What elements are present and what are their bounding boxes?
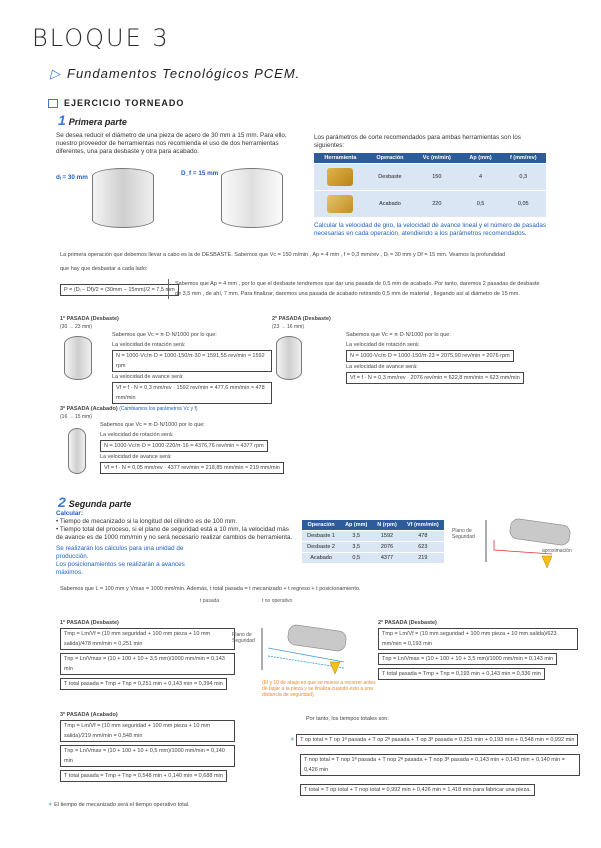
total-nop: T nop total = T nop 1ª pasada + T nop 2ª pasada + T nop 3ª pasada = 0,143 min + 0,143 min + 0,140 min = 0,426 min: [300, 754, 580, 776]
time-title: 1ª PASADA (Desbaste): [60, 620, 119, 626]
total-time: T total = T op total + T nop total = 0,992 min + 0,426 min = 1,418 min para fabricar una pieza.: [300, 784, 535, 796]
checkbox-icon: [48, 99, 58, 108]
time-formula-nop: Tnp = Ln/Vmax = (10 + 100 + 10 + 3,5 mm)/1000 mm/min = 0,143 min: [60, 653, 235, 675]
cylinders-illustration: [56, 162, 306, 232]
col-header: Operación: [367, 153, 413, 164]
table-cell: Acabado: [367, 191, 413, 218]
pass-aside: (Cambiamos los parámetros Vc y f): [119, 406, 198, 412]
subtitle-text: Fundamentos Tecnológicos PCEM.: [67, 66, 301, 81]
tool-image-cell: [314, 191, 367, 218]
final-cylinder: [221, 168, 283, 228]
pass-line: Sabemos que Vc = π·D·N/1000 por lo que:: [346, 332, 451, 338]
time-formula-op: Tmp = Lm/Vf = (10 mm seguridad + 100 mm pieza + 10 mm salida)/219 mm/min = 0,548 min: [60, 720, 235, 742]
subtitle: [50, 66, 300, 82]
lathe-illustration-2: [232, 622, 362, 680]
pass-line: La velocidad de rotación será:: [112, 342, 186, 348]
pass-title: 1ª PASADA (Desbaste): [60, 316, 119, 322]
col-header: N (rpm): [372, 520, 401, 531]
table-row: [302, 542, 444, 553]
part2-bullet-text: Tiempo de mecanizado si la longitud del cilindro es de 100 mm.: [59, 518, 238, 525]
pass-2: [272, 314, 532, 394]
params-table-header: [314, 153, 546, 164]
part2-extra-1: Se realizarán los cálculos para una unidad de producción.: [56, 545, 184, 560]
summary-table: [302, 520, 444, 563]
pass-cylinder: [64, 336, 92, 380]
time-formula-op: Tmp = Lm/Vf = (10 mm seguridad + 100 mm pieza + 10 mm salida)/478 mm/min = 0,251 min: [60, 628, 235, 650]
note-line-2: que hay que desbastar a cada lado:: [60, 266, 148, 272]
insert-tool-icon: [327, 168, 353, 186]
safety-plane-label: Plano de Seguridad: [452, 528, 475, 540]
time-title: 2ª PASADA (Desbaste): [378, 620, 437, 626]
table-cell: 1592: [372, 531, 401, 542]
approach-label: aproximación: [542, 548, 572, 554]
exercise-heading: [48, 98, 184, 108]
pass-line: Sabemos que Vc = π·D·N/1000 por lo que:: [112, 332, 217, 338]
time-pass-3: [60, 710, 235, 782]
time-title: 3ª PASADA (Acabado): [60, 712, 118, 718]
table-cell: 0,5: [461, 191, 501, 218]
pass-line: La velocidad de avance será:: [112, 374, 184, 380]
part2-heading-text: Segunda parte: [68, 499, 132, 509]
table-cell: 150: [413, 164, 461, 191]
known-label-b: t no operativo: [262, 598, 293, 604]
time-formula-total: T total pasada = Tmp + Tnp = 0,193 min + 0,143 min = 0,336 min: [378, 668, 545, 680]
star-icon: ✳: [48, 802, 53, 808]
table-cell: 3,5: [340, 542, 372, 553]
pass-3: [60, 404, 320, 486]
pass-formula-vf: Vf = f · N = 0,3 mm/rev · 1592 rev/min = 477,6 mm/min ≈ 478 mm/min: [112, 382, 272, 404]
pass-title: 3ª PASADA (Acabado): [60, 406, 118, 412]
pass-dims: (30 → 23 mm): [60, 324, 92, 330]
table-row: [314, 164, 546, 191]
lathe-illustration: [452, 510, 582, 580]
table-cell: Desbaste: [367, 164, 413, 191]
summary-table-header: [302, 520, 444, 531]
table-row: [302, 531, 444, 542]
pass-line: La velocidad de avance será:: [100, 454, 172, 460]
machining-diagram: [452, 510, 582, 580]
part1-question: Calcular la velocidad de giro, la velocidad de avance lineal y el número de pasadas necesarias en cada operación, atendiendo a los parámetros recomendados.: [314, 222, 547, 237]
pass-calc: [346, 330, 526, 384]
time-formula-total: T total pasada = Tmp + Tnp = 0,251 min + 0,143 min = 0,394 min: [60, 678, 227, 690]
safety-diagram: [232, 622, 362, 680]
star-icon: ✳: [290, 737, 295, 743]
part2-number: 2: [58, 494, 66, 510]
pass-dims: (16 → 15 mm): [60, 414, 92, 420]
part2-calc: Calcular:: [56, 510, 83, 517]
triangle-icon: ▷: [50, 66, 61, 81]
initial-cylinder: [92, 168, 154, 228]
table-cell: 0,05: [500, 191, 546, 218]
pass-formula-n: N = 1000·Vc/π·D = 1000·220/π·16 = 4376,76 rev/min ≈ 4377 rpm: [100, 440, 268, 452]
col-header: Ap (mm): [340, 520, 372, 531]
table-row: [314, 191, 546, 218]
formula-p: P = (Dᵢ − Df)/2 = (30mm − 15mm)/2 = 7,5 mm: [60, 284, 179, 296]
part1-statement: Se desea reducir el diámetro de una pieza de acero de 30 mm a 15 mm. Para ello, nuestro proveedor de herramientas nos recomienda el uso de dos herramientas diferentes, una para desbaste y otra para acabado.: [56, 132, 287, 155]
table-cell: 478: [402, 531, 444, 542]
pass-cylinder: [276, 336, 302, 380]
time-formula-total: T total pasada = Tmp + Tnp = 0,548 min + 0,140 min = 0,688 min: [60, 770, 227, 782]
pass-formula-vf: Vf = f · N = 0,05 mm/rev · 4377 rev/min = 218,85 mm/min ≈ 219 mm/min: [100, 462, 284, 474]
pass-dims: (23 → 16 mm): [272, 324, 304, 330]
table-cell: 220: [413, 191, 461, 218]
part2-statement: [56, 510, 296, 577]
table-cell: 0,5: [340, 553, 372, 564]
col-header: f (mm/rev): [500, 153, 546, 164]
part2-bullet-1: • Tiempo de mecanizado si la longitud del cilindro es de 100 mm.: [56, 518, 238, 525]
orange-note: (El y 10 de abajo es que se mueve a recorrer antes de bajar a la pieza y se finaliza cuando esto a una distancia de seguridad): [262, 680, 376, 698]
table-row: [302, 553, 444, 564]
col-header: Vc (m/min): [413, 153, 461, 164]
table-cell: 2076: [372, 542, 401, 553]
col-header: Operación: [302, 520, 340, 531]
table-cell: 4377: [372, 553, 401, 564]
table-cell: 219: [402, 553, 444, 564]
tool-image-cell: [314, 164, 367, 191]
pass-line: La velocidad de rotación será:: [346, 342, 420, 348]
table-cell: Desbaste 1: [302, 531, 340, 542]
table-cell: Desbaste 2: [302, 542, 340, 553]
time-formula-nop: Tnp = Ln/Vmax = (10 + 100 + 10 + 3,5 mm)/1000 mm/min = 0,143 min: [378, 653, 557, 665]
table-cell: 4: [461, 164, 501, 191]
exercise-title: EJERCICIO TORNEADO: [64, 98, 185, 108]
col-header: Ap (mm): [461, 153, 501, 164]
pass-title: 2ª PASADA (Desbaste): [272, 316, 331, 322]
pass-line: La velocidad de avance será:: [346, 364, 418, 370]
part1-number: 1: [58, 112, 66, 128]
pass-calc: [112, 330, 272, 404]
part1-heading-text: Primera parte: [68, 117, 127, 127]
time-pass-1: [60, 618, 235, 690]
note-line-1: La primera operación que debemos llevar a cabo es la de DESBASTE. Sabemos que Vc = 150 m/min , Ap = 4 mm , f = 0,3 mm/rev , Dᵢ = 30 mm y Df = 15 mm. Veamos la profundidad: [60, 252, 506, 258]
time-pass-2: [378, 618, 578, 680]
totals-intro: Por tanto, los tiempos totales son:: [306, 716, 389, 722]
total-op: T op total = T op 1ª pasada + T op 2ª pasada + T op 3ª pasada = 0,251 min + 0,193 min + 0,548 min = 0,992 min: [296, 734, 578, 746]
pass-calc: [100, 420, 300, 474]
pass-line: Sabemos que Vc = π·D·N/1000 por lo que:: [100, 422, 205, 428]
col-header: Vf (mm/min): [402, 520, 444, 531]
params-table: [314, 153, 546, 217]
safety-plane-label-2: Plano de Seguridad: [232, 632, 255, 644]
pass-line: La velocidad de rotación será:: [100, 432, 174, 438]
part2-extra-2: Los posicionamientos se realizarán a avances máximos.: [56, 561, 185, 576]
pass-title-row: [60, 404, 320, 414]
part1-heading: [58, 112, 127, 128]
part2-bullet-text: Tiempo total del proceso, si el plano de seguridad está a 10 mm, la velocidad más de avance es de 1000 mm/min y no será necesario realizar cambios de herramienta.: [56, 526, 293, 541]
time-formula-op: Tmp = Lm/Vf = (10 mm seguridad + 100 mm pieza + 10 mm salida)/623 mm/min = 0,193 min: [378, 628, 578, 650]
pass-formula-n: N = 1000·Vc/π·D = 1000·150/π·30 = 1591,55 rev/min ≈ 1592 rpm: [112, 350, 272, 372]
final-diameter-label: D_f = 15 mm: [181, 170, 219, 177]
part2-heading: [58, 494, 131, 510]
part2-bullet-2: • Tiempo total del proceso, si el plano de seguridad está a 10 mm, la velocidad más de avance es de 1000 mm/min y no será necesario realizar cambios de herramienta.: [56, 526, 293, 541]
side-note-1: Sabemos que Ap = 4 mm , por lo que el desbaste tendremos que dar una pasada de 0,5 mm de acabado. Por tanto, daremos 2 pasadas de desbaste: [175, 281, 540, 287]
side-note-2: de 3,5 mm , de ahí, 7 mm. Para finalizar, daremos una pasada de acabado retirando 0,5 mm de material , llegando así al diámetro de 15 mm.: [175, 291, 520, 297]
side-note: [168, 279, 585, 299]
col-header: Herramienta: [314, 153, 367, 164]
initial-diameter-label: dᵢ = 30 mm: [56, 174, 88, 181]
pass-1: [60, 314, 270, 401]
table-cell: 3,5: [340, 531, 372, 542]
table-cell: 0,3: [500, 164, 546, 191]
known-line: Sabemos que L = 100 mm y Vmax = 1000 mm/min. Además, t total pasada = t mecanizado + t regreso + t posicionamiento.: [60, 586, 361, 592]
table-cell: 623: [402, 542, 444, 553]
pass-formula-vf: Vf = f · N = 0,3 mm/rev · 2076 rev/min = 622,8 mm/min ≈ 623 mm/min: [346, 372, 524, 384]
pass-formula-n: N = 1000·Vc/π·D = 1000·150/π·23 = 2075,90 rev/min ≈ 2076 rpm: [346, 350, 514, 362]
known-label-a: t pasada: [200, 598, 220, 604]
page-title: BLOQUE 3: [32, 24, 170, 52]
params-text: Los parámetros de corte recomendados para ambas herramientas son los siguientes:: [314, 134, 521, 149]
formula-p-box: [60, 284, 179, 296]
table-cell: Acabado: [302, 553, 340, 564]
time-formula-nop: Tnp = Ln/Vmax = (10 + 100 + 10 + 0,5 mm)/1000 mm/min = 0,140 min: [60, 745, 235, 767]
insert-tool-icon: [327, 195, 353, 213]
pass-cylinder: [68, 428, 86, 474]
footer-text: El tiempo de mecanizado será el tiempo operativo total.: [54, 802, 190, 808]
totals-block: [290, 734, 580, 796]
footer-note: [48, 800, 190, 810]
